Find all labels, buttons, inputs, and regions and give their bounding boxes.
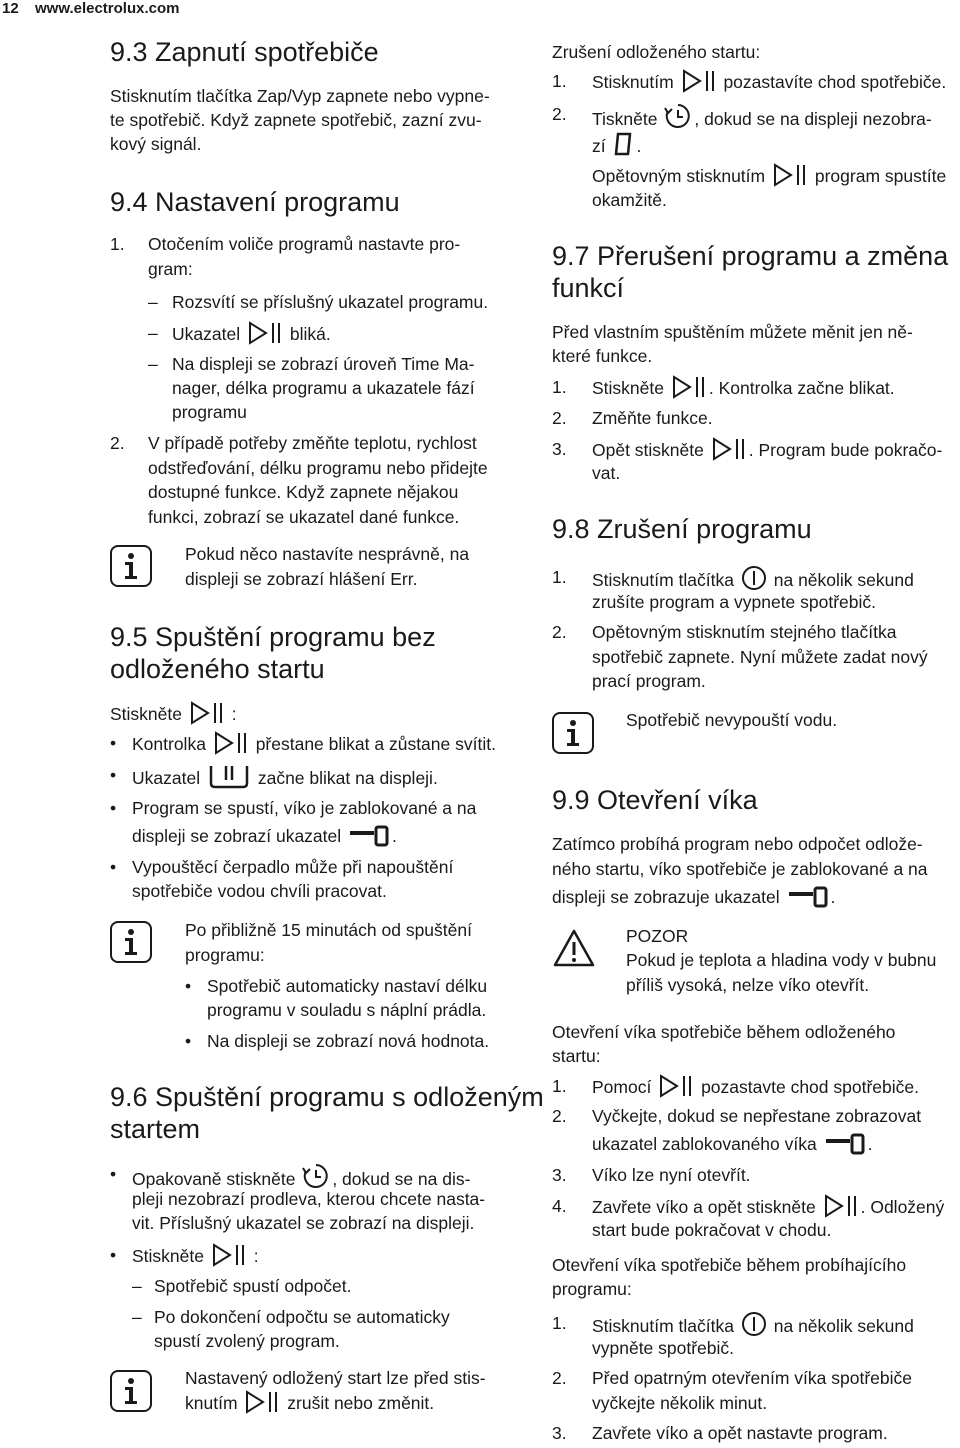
cancel-item2-line2: zí .	[592, 131, 641, 159]
section-title-9-9: 9.9 Otevření víka	[552, 785, 758, 815]
s94-dash1: Rozsvítí se příslušný ukazatel programu.	[172, 292, 489, 312]
bullet-marker: •	[185, 976, 192, 996]
power-icon	[741, 1311, 767, 1337]
dash-marker: –	[132, 1276, 142, 1296]
bullet-marker: •	[110, 1164, 117, 1184]
warning-title: POZOR	[626, 926, 689, 946]
child-lock-icon	[207, 763, 251, 789]
s95-press: Stiskněte :	[110, 701, 237, 727]
s98-item1-line2: zrušíte program a vypnete spotřebič.	[592, 592, 877, 612]
bullet-marker: •	[185, 1031, 192, 1051]
s99-c-item1-line2: vypněte spotřebič.	[592, 1338, 735, 1358]
s97-item1: Stiskněte . Kontrolka začne blikat.	[592, 375, 895, 401]
bullet-marker: •	[110, 798, 117, 818]
s94-dash3-line1: Na displeji se zobrazí úroveň Time Ma-	[172, 354, 475, 374]
list-number: 2.	[552, 408, 567, 428]
play-pause-icon	[189, 701, 225, 725]
s94-item2-line2: odstřeďování, délku programu nebo přidejte	[148, 458, 488, 478]
s96-dash2-line1: Po dokončení odpočtu se automaticky	[154, 1307, 450, 1327]
play-pause-icon	[213, 731, 249, 755]
play-pause-icon	[711, 437, 747, 461]
bullet-marker: •	[110, 857, 117, 877]
s93-line1: Stisknutím tlačítka Zap/Vyp zapnete nebo vypne-	[110, 86, 490, 106]
s94-dash3-line2: nager, délka programu a ukazatele fází	[172, 378, 475, 398]
s95-info-line2: programu:	[185, 945, 265, 965]
s95-bullet3-line1: Program se spustí, víko je zablokované a na	[132, 798, 477, 818]
s99-a-item1: Pomocí pozastavte chod spotřebiče.	[592, 1074, 919, 1100]
list-number: 2.	[110, 433, 125, 453]
play-pause-icon	[772, 163, 808, 187]
s98-info: Spotřebič nevypouští vodu.	[626, 710, 838, 730]
s94-info-line1: Pokud něco nastavíte nesprávně, na	[185, 544, 470, 564]
cancel-item2-line1: Tiskněte , dokud se na displeji nezobra-	[592, 102, 932, 132]
list-number: 2.	[552, 104, 567, 124]
play-pause-icon	[823, 1194, 859, 1218]
s97-item2: Změňte funkce.	[592, 408, 713, 428]
s93-line2: te spotřebič. Když zapnete spotřebič, zazní zvu-	[110, 110, 482, 130]
cancel-item1: Stisknutím pozastavíte chod spotřebiče.	[592, 69, 946, 95]
s96-bullet1-line1: Opakovaně stiskněte , dokud se na dis-	[132, 1162, 470, 1192]
s98-item1-line1: Stisknutím tlačítka na několik sekund	[592, 565, 914, 593]
s99-c-item2-line1: Před opatrným otevřením víka spotřebiče	[592, 1368, 913, 1388]
power-icon	[741, 565, 767, 591]
cancel-delay-title: Zrušení odloženého startu:	[552, 42, 761, 62]
s99-subheading2-line1: Otevření víka spotřebiče během probíhajícího	[552, 1255, 907, 1275]
cancel-item2-line4: okamžitě.	[592, 190, 667, 210]
s95-info-bullet2: Na displeji se zobrazí nová hodnota.	[207, 1031, 490, 1051]
section-title-9-6-line2: startem	[110, 1114, 201, 1144]
play-pause-icon	[211, 1243, 247, 1267]
s96-bullet1-line3: vit. Příslušný ukazatel se zobrazí na displeji.	[132, 1213, 475, 1233]
info-icon	[110, 1370, 152, 1412]
zero-digit-icon	[613, 131, 635, 157]
list-number: 1.	[552, 377, 567, 397]
section-title-9-5-line1: 9.5 Spuštění programu bez	[110, 622, 436, 652]
s98-item2-line1: Opětovným stisknutím stejného tlačítka	[592, 622, 897, 642]
section-title-9-5-line2: odloženého startu	[110, 654, 325, 684]
section-title-9-3: 9.3 Zapnutí spotřebiče	[110, 37, 379, 67]
s97-item3-line2: vat.	[592, 463, 621, 483]
s99-a-item4-line1: Zavřete víko a opět stiskněte . Odložený	[592, 1194, 944, 1220]
list-number: 1.	[552, 567, 567, 587]
play-pause-icon	[247, 321, 283, 345]
delay-timer-icon	[664, 102, 692, 130]
s94-item2-line1: V případě potřeby změňte teplotu, rychlost	[148, 433, 477, 453]
dash-marker: –	[148, 292, 158, 312]
bullet-marker: •	[110, 733, 117, 753]
s99-line2: ného startu, víko spotřebiče je zablokované a na	[552, 859, 928, 879]
s95-info-line1: Po přibližně 15 minutách od spuštění	[185, 920, 472, 940]
dash-marker: –	[148, 323, 158, 343]
s95-bullet3-line2: displeji se zobrazí ukazatel .	[132, 826, 397, 846]
s95-info-bullet1-line2: programu v souladu s náplní prádla.	[207, 1000, 487, 1020]
list-number: 1.	[110, 234, 125, 254]
s99-subheading1-line2: startu:	[552, 1046, 601, 1066]
s95-bullet4-line1: Vypouštěcí čerpadlo může při napouštění	[132, 857, 454, 877]
bullet-marker: •	[110, 1245, 117, 1265]
delay-timer-icon	[302, 1162, 330, 1190]
list-number: 1.	[552, 1076, 567, 1096]
cancel-item2-line3: Opětovným stisknutím program spustíte	[592, 163, 946, 189]
list-number: 1.	[552, 71, 567, 91]
s99-c-item1-line1: Stisknutím tlačítka na několik sekund	[592, 1311, 914, 1339]
door-lock-icon	[824, 1133, 866, 1155]
s99-subheading2-line2: programu:	[552, 1279, 632, 1299]
s93-line3: kový signál.	[110, 134, 202, 154]
s98-item2-line3: prací program.	[592, 671, 706, 691]
s96-bullet1-line2: pleji nezobrazí prodleva, kterou chcete nasta-	[132, 1189, 486, 1209]
s94-dash2: Ukazatel bliká.	[172, 321, 331, 347]
list-number: 3.	[552, 1165, 567, 1185]
list-number: 2.	[552, 1106, 567, 1126]
play-pause-icon	[244, 1390, 280, 1414]
play-pause-icon	[681, 69, 717, 93]
dash-marker: –	[148, 354, 158, 374]
s97-line1: Před vlastním spuštěním můžete měnit jen ně-	[552, 322, 913, 342]
s96-info-line2: knutím zrušit nebo změnit.	[185, 1390, 434, 1416]
s96-dash2-line2: spustí zvolený program.	[154, 1331, 340, 1351]
s95-bullet1: Kontrolka přestane blikat a zůstane svítit.	[132, 731, 496, 757]
s99-a-item3: Víko lze nyní otevřít.	[592, 1165, 751, 1185]
s94-info-line2: displeji se zobrazí hlášení Err.	[185, 569, 418, 589]
s94-item1-line2: gram:	[148, 259, 193, 279]
list-number: 1.	[552, 1313, 567, 1333]
door-lock-icon	[348, 825, 390, 847]
play-pause-icon	[671, 375, 707, 399]
info-icon	[552, 712, 594, 754]
s99-a-item2-line2: ukazatel zablokovaného víka .	[592, 1134, 873, 1154]
section-title-9-7-line2: funkcí	[552, 273, 625, 303]
s99-line1: Zatímco probíhá program nebo odpočet odlože-	[552, 834, 923, 854]
s96-info-line1: Nastavený odložený start lze před stis-	[185, 1368, 486, 1388]
info-icon	[110, 545, 152, 587]
section-title-9-4: 9.4 Nastavení programu	[110, 187, 400, 217]
play-pause-icon	[658, 1074, 694, 1098]
s99-subheading1-line1: Otevření víka spotřebiče během odloženého	[552, 1022, 896, 1042]
list-number: 2.	[552, 1368, 567, 1388]
dash-marker: –	[132, 1307, 142, 1327]
info-icon	[110, 921, 152, 963]
door-lock-icon	[787, 886, 829, 908]
list-number: 4.	[552, 1196, 567, 1216]
s95-bullet2: Ukazatel začne blikat na displeji.	[132, 763, 438, 791]
s99-a-item4-line2: start bude pokračovat v chodu.	[592, 1220, 832, 1240]
section-title-9-7-line1: 9.7 Přerušení programu a změna	[552, 241, 949, 271]
list-number: 2.	[552, 622, 567, 642]
list-number: 3.	[552, 1423, 567, 1443]
s94-item2-line4: funkci, zobrazí se ukazatel dané funkce.	[148, 507, 460, 527]
s99-c-item2-line2: vyčkejte několik minut.	[592, 1393, 768, 1413]
s99-a-item2-line1: Vyčkejte, dokud se nepřestane zobrazovat	[592, 1106, 922, 1126]
s95-bullet4-line2: spotřebiče vodou chvíli pracovat.	[132, 881, 387, 901]
s97-line2: které funkce.	[552, 346, 653, 366]
s96-bullet2: Stiskněte :	[132, 1243, 259, 1269]
s98-item2-line2: spotřebič zapnete. Nyní můžete zadat nový	[592, 647, 928, 667]
section-title-9-8: 9.8 Zrušení programu	[552, 514, 812, 544]
s95-info-bullet1-line1: Spotřebič automaticky nastaví délku	[207, 976, 488, 996]
warning-icon	[552, 928, 596, 968]
s94-dash3-line3: programu	[172, 402, 247, 422]
s97-item3-line1: Opět stiskněte . Program bude pokračo-	[592, 437, 942, 463]
s94-item2-line3: dostupné funkce. Když zapnete nějakou	[148, 482, 459, 502]
s99-c-item3: Zavřete víko a opět nastavte program.	[592, 1423, 888, 1443]
s94-item1-line1: Otočením voliče programů nastavte pro-	[148, 234, 461, 254]
s99-line3: displeji se zobrazuje ukazatel .	[552, 887, 836, 907]
s96-dash1: Spotřebič spustí odpočet.	[154, 1276, 352, 1296]
page-number: 12	[2, 0, 19, 17]
warning-line2: příliš vysoká, nelze víko otevřít.	[626, 975, 870, 995]
list-number: 3.	[552, 439, 567, 459]
section-title-9-6-line1: 9.6 Spuštění programu s odloženým	[110, 1082, 544, 1112]
bullet-marker: •	[110, 765, 117, 785]
warning-line1: Pokud je teplota a hladina vody v bubnu	[626, 950, 937, 970]
header-url: www.electrolux.com	[35, 0, 180, 17]
